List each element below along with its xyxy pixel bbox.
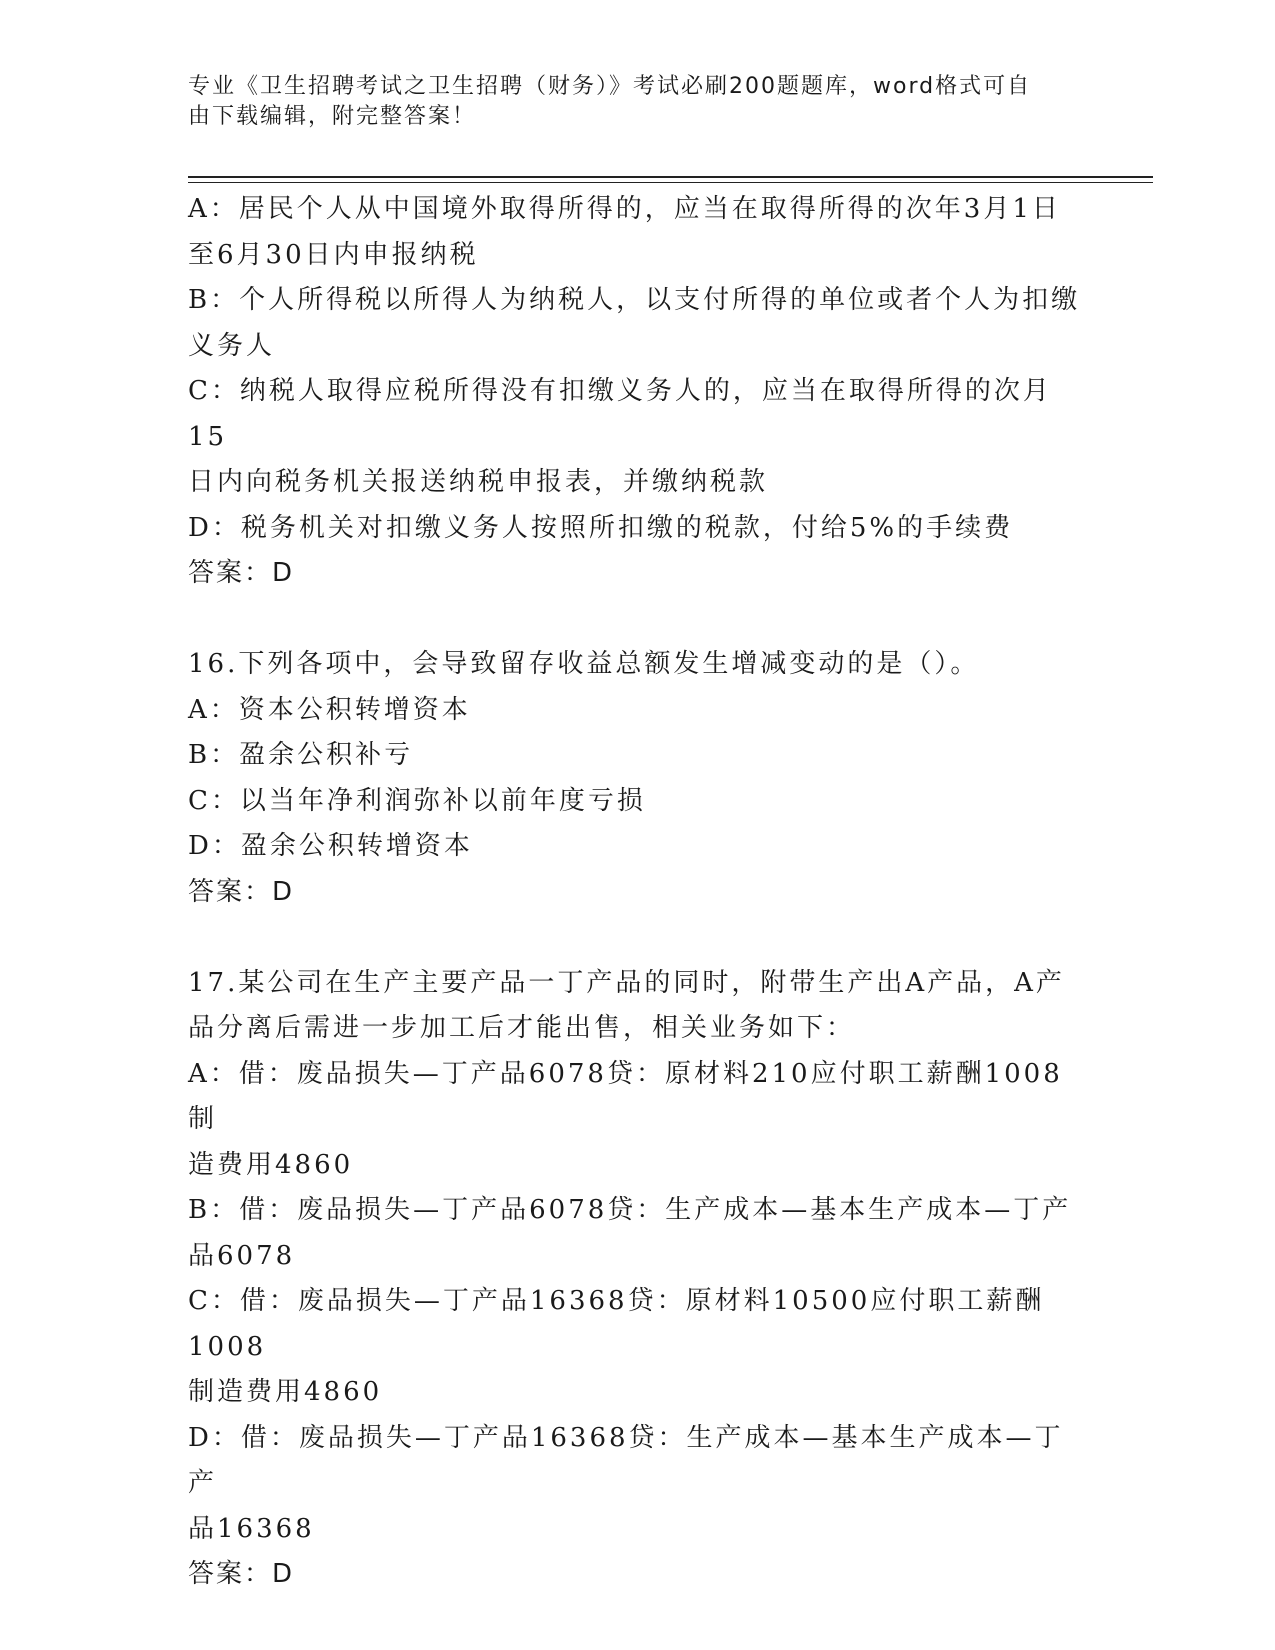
q16-answer: 答案：D [188, 876, 295, 907]
q15-option-a-line-2: 至6月30日内申报纳税 [188, 239, 479, 270]
q16-option-d: D：盈余公积转增资本 [188, 831, 473, 861]
q15-answer: 答案：D [188, 558, 295, 588]
q15-option-b-line-1: B：个人所得税以所得人为纳税人，以支付所得的单位或者个人为扣缴 [188, 285, 1081, 315]
q17-answer: 答案：D [188, 1559, 295, 1589]
q17-question-line-1: 17.某公司在生产主要产品一丁产品的同时，附带生产出A产品，A产 [188, 967, 1065, 998]
question-15-block [188, 187, 1088, 597]
header-line-2: 由下载编辑，附完整答案！ [188, 104, 477, 129]
spacer [188, 597, 1088, 643]
q15-option-c-line-1: C：纳税人取得应税所得没有扣缴义务人的，应当在取得所得的次月15 [188, 376, 1052, 452]
q17-option-b-line-2: 品6078 [188, 1240, 296, 1271]
document-header [188, 72, 1068, 132]
q17-option-d-line-2: 品16368 [188, 1513, 315, 1544]
q16-question: 16.下列各项中，会导致留存收益总额发生增减变动的是（）。 [188, 649, 980, 679]
q17-option-b-line-1: B：借：废品损失—丁产品6078贷：生产成本—基本生产成本—丁产 [188, 1195, 1072, 1225]
q15-option-a-line-1: A：居民个人从中国境外取得所得的，应当在取得所得的次年3月1日 [188, 194, 1061, 224]
q15-option-d: D：税务机关对扣缴义务人按照所扣缴的税款，付给5%的手续费 [188, 512, 1014, 543]
header-divider [188, 176, 1153, 183]
q15-option-b-line-2: 义务人 [188, 330, 276, 361]
q16-option-c: C：以当年净利润弥补以前年度亏损 [188, 785, 646, 816]
q17-option-a-line-2: 造费用4860 [188, 1149, 354, 1180]
spacer [188, 915, 1088, 961]
question-16-block [188, 642, 1088, 915]
header-line-1: 专业《卫生招聘考试之卫生招聘（财务）》考试必刷200题题库，word格式可自 [188, 74, 1032, 99]
document-body [188, 187, 1088, 1598]
q17-option-c-line-2: 制造费用4860 [188, 1377, 383, 1407]
question-17-block [188, 961, 1088, 1598]
q17-option-d-line-1: D：借：废品损失—丁产品16368贷：生产成本—基本生产成本—丁产 [188, 1422, 1064, 1498]
q16-option-b: B：盈余公积补亏 [188, 740, 414, 770]
q17-option-a-line-1: A：借：废品损失—丁产品6078贷：原材料210应付职工薪酬1008制 [188, 1058, 1063, 1134]
q17-option-c-line-1: C：借：废品损失—丁产品16368贷：原材料10500应付职工薪酬1008 [188, 1286, 1045, 1362]
q15-option-c-line-2: 日内向税务机关报送纳税申报表，并缴纳税款 [188, 467, 769, 497]
q16-option-a: A：资本公积转增资本 [188, 694, 471, 725]
q17-question-line-2: 品分离后需进一步加工后才能出售，相关业务如下： [188, 1013, 856, 1043]
